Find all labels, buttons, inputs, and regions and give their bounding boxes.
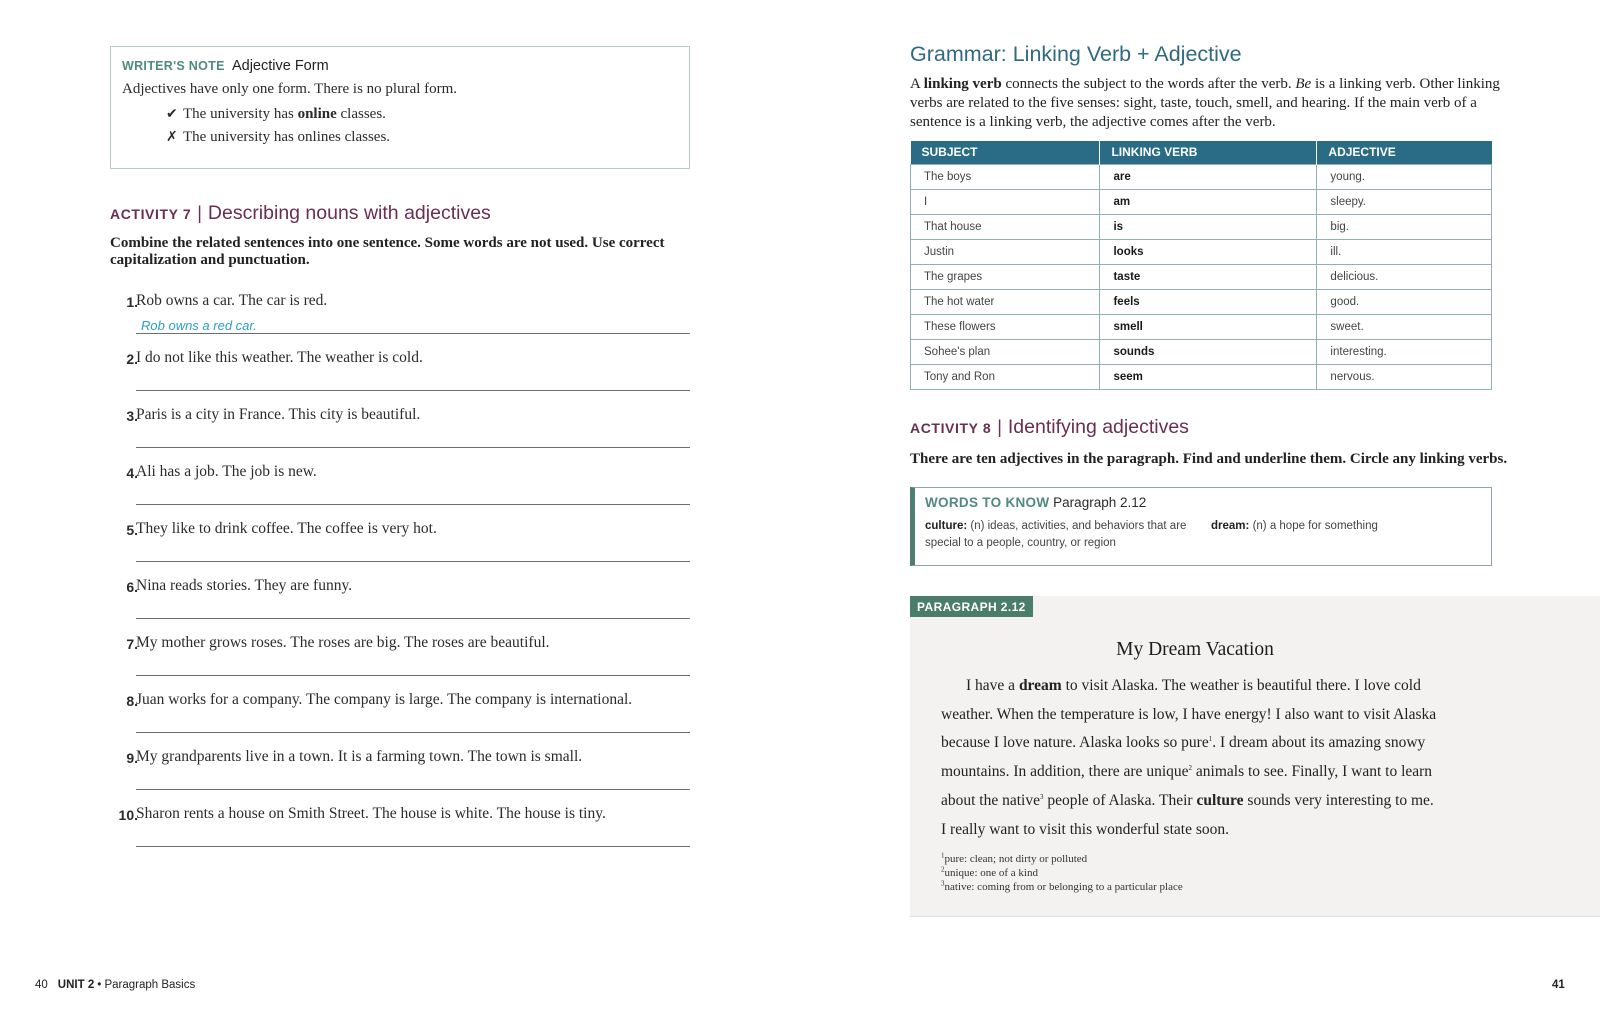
exercise-item (110, 461, 690, 518)
cell-subject: The boys (911, 164, 1100, 189)
header-adjective: ADJECTIVE (1317, 141, 1492, 164)
exercise-prompt: Juan works for a company. The company is large. The company is international. (136, 691, 633, 708)
paragraph-body (941, 672, 1441, 844)
exercise-item (110, 689, 690, 746)
table-row (911, 239, 1492, 264)
activity-7-label: ACTIVITY 7 (110, 206, 192, 222)
writers-note-tag: WRITER'S NOTE (122, 59, 225, 73)
answer-line[interactable] (136, 447, 690, 448)
exercise-number: 1. (126, 294, 138, 310)
words-to-know-box (910, 487, 1492, 566)
writers-note-heading (122, 58, 678, 74)
exercise-item (110, 347, 690, 404)
activity-8-title: Identifying adjectives (1007, 416, 1189, 438)
linking-verb-table (910, 141, 1492, 390)
table-row (911, 264, 1492, 289)
footnote-1-text: pure: clean; not dirty or polluted (944, 853, 1088, 865)
header-linking-verb: LINKING VERB (1100, 141, 1317, 164)
cell-adjective: sleepy. (1317, 189, 1492, 214)
page-number-right: 41 (1552, 979, 1565, 991)
exercise-item (110, 803, 690, 860)
term-dream: dream: (1211, 520, 1250, 532)
exercise-number: 8. (126, 693, 138, 709)
exercise-prompt: Sharon rents a house on Smith Street. The house is white. The house is tiny. (136, 805, 606, 822)
grammar-explanation (910, 75, 1502, 132)
exercise-prompt: My mother grows roses. The roses are big. The roses are beautiful. (136, 634, 550, 651)
term-culture: culture: (925, 520, 968, 532)
paragraph-text-4: animals to see. Finally, I want to learn about the native (941, 763, 1433, 809)
cell-linking-verb: is (1100, 214, 1317, 239)
footnote-1-number: 1 (941, 851, 945, 860)
footnote-3 (941, 880, 1183, 894)
cell-linking-verb: sounds (1100, 339, 1317, 364)
definition-dream (1211, 518, 1378, 535)
activity-8-label: ACTIVITY 8 (910, 420, 992, 436)
cell-subject: Justin (911, 239, 1100, 264)
grammar-text-5: is a linking verb. Other linking verbs are related to the five senses: sight, taste, touch, smell, and hearing. If the main verb of a sentence is a linking verb, the adjective comes after the verb. (910, 76, 1500, 130)
cell-adjective: delicious. (1317, 264, 1492, 289)
exercise-item (110, 290, 690, 347)
definition-culture (925, 518, 1190, 552)
answer-line[interactable] (136, 732, 690, 733)
exercise-prompt: My grandparents live in a town. It is a farming town. The town is small. (136, 748, 583, 765)
cell-subject: These flowers (911, 314, 1100, 339)
activity-7-heading (110, 202, 491, 225)
table-row (911, 364, 1492, 389)
grammar-term-linking-verb: linking verb (923, 76, 1002, 92)
answer-line[interactable] (136, 789, 690, 790)
activity-7-title: Describing nouns with adjectives (207, 202, 491, 224)
cell-linking-verb: smell (1100, 314, 1317, 339)
exercise-number: 3. (126, 408, 138, 424)
answer-line[interactable] (136, 675, 690, 676)
footnote-ref-3: 3 (1040, 792, 1044, 801)
correct-example-pre: The university has (183, 106, 298, 122)
grammar-title: Grammar: Linking Verb + Adjective (910, 42, 1242, 66)
exercise-number: 6. (126, 579, 138, 595)
exercise-number: 4. (126, 465, 138, 481)
exercise-number: 7. (126, 636, 138, 652)
paragraph-text-1: I have a (966, 677, 1019, 694)
sample-answer: Rob owns a red car. (141, 318, 257, 333)
answer-line[interactable] (136, 618, 690, 619)
paragraph-title: My Dream Vacation (1116, 639, 1274, 660)
paragraph-word-culture: culture (1196, 791, 1244, 809)
exercise-prompt: Nina reads stories. They are funny. (136, 577, 353, 594)
exercise-prompt: Rob owns a car. The car is red. (136, 292, 328, 309)
grammar-text-1: A (910, 76, 924, 92)
exercise-prompt: I do not like this weather. The weather is cold. (136, 349, 423, 366)
cell-subject: The grapes (911, 264, 1100, 289)
activity-8-instructions: There are ten adjectives in the paragraph. Find and underline them. Circle any linking verbs. (910, 451, 1508, 467)
correct-example-bold: online (297, 106, 337, 122)
footnote-2 (941, 866, 1183, 880)
correct-example-post: classes. (336, 106, 386, 122)
cell-subject: I (911, 189, 1100, 214)
cell-adjective: nervous. (1317, 364, 1492, 389)
cell-adjective: ill. (1317, 239, 1492, 264)
cell-adjective: big. (1317, 214, 1492, 239)
activity-7-instructions: Combine the related sentences into one sentence. Some words are not used. Use correct capitalization and punctuation. (110, 235, 665, 268)
table-row (911, 314, 1492, 339)
cell-adjective: young. (1317, 164, 1492, 189)
cell-adjective: sweet. (1317, 314, 1492, 339)
paragraph-text-3: . I dream about its amazing snowy mountains. In addition, there are unique (941, 734, 1426, 781)
paragraph-card (910, 596, 1600, 917)
cross-mark-icon: ✗ (166, 129, 178, 145)
exercise-item (110, 404, 690, 461)
activity-7-divider: | (197, 203, 202, 223)
paragraph-text-6: sounds very interesting to me. I really want to visit this wonderful state soon. (941, 791, 1434, 838)
exercise-prompt: They like to drink coffee. The coffee is very hot. (136, 520, 437, 537)
paragraph-word-dream: dream (1018, 677, 1062, 694)
exercise-number: 2. (126, 351, 138, 367)
writers-note-body: Adjectives have only one form. There is no plural form. (122, 81, 458, 97)
incorrect-example-text: The university has onlines classes. (183, 129, 391, 145)
exercise-item (110, 632, 690, 689)
table-row (911, 339, 1492, 364)
table-row (911, 289, 1492, 314)
paragraph-text-5: people of Alaska. Their (1043, 791, 1197, 809)
footnote-1 (941, 852, 1183, 866)
exercise-number: 9. (126, 750, 138, 766)
cell-adjective: interesting. (1317, 339, 1492, 364)
definition-culture-text: (n) ideas, activities, and behaviors that are special to a people, country, or region (925, 520, 1187, 549)
cell-subject: Tony and Ron (911, 364, 1100, 389)
incorrect-example (166, 129, 678, 146)
table-row (911, 164, 1492, 189)
words-to-know-title: Paragraph 2.12 (1053, 495, 1147, 510)
cell-subject: The hot water (911, 289, 1100, 314)
footnote-2-number: 2 (941, 865, 945, 874)
cell-linking-verb: feels (1100, 289, 1317, 314)
table-row (911, 189, 1492, 214)
cell-linking-verb: am (1100, 189, 1317, 214)
exercise-prompt: Paris is a city in France. This city is beautiful. (136, 406, 421, 423)
words-to-know-heading (925, 495, 1481, 510)
cell-linking-verb: seem (1100, 364, 1317, 389)
definition-dream-text: (n) a hope for something (1252, 520, 1378, 532)
cell-subject: Sohee's plan (911, 339, 1100, 364)
cell-subject: That house (911, 214, 1100, 239)
answer-line[interactable] (136, 333, 690, 334)
exercise-item (110, 575, 690, 632)
page-number-left: 40 (35, 979, 48, 991)
footnote-ref-1: 1 (1208, 735, 1213, 744)
exercise-number: 10. (118, 807, 138, 823)
footer-unit: UNIT 2 (57, 979, 95, 991)
exercise-item (110, 746, 690, 803)
footnote-2-text: unique: one of a kind (944, 867, 1038, 879)
footnote-3-number: 3 (941, 879, 945, 888)
footnote-3-text: native: coming from or belonging to a particular place (944, 881, 1183, 893)
exercise-item (110, 518, 690, 575)
writers-note-box (110, 46, 690, 169)
cell-linking-verb: looks (1100, 239, 1317, 264)
exercise-number: 5. (126, 522, 138, 538)
cell-linking-verb: are (1100, 164, 1317, 189)
answer-line[interactable] (136, 504, 690, 505)
paragraph-footnotes (941, 852, 1183, 894)
activity-8-divider: | (997, 417, 1002, 437)
check-mark-icon: ✔ (166, 106, 178, 122)
exercise-prompt: Ali has a job. The job is new. (136, 463, 317, 480)
activity-8-heading (910, 416, 1189, 439)
answer-line[interactable] (136, 846, 690, 847)
answer-line[interactable] (136, 561, 690, 562)
grammar-text-3: connects the subject to the words after the verb. (1001, 76, 1296, 92)
grammar-term-be: Be (1295, 76, 1312, 92)
paragraph-text-2: to visit Alaska. The weather is beautiful there. I love cold weather. When the temperature is low, I have energy! I also want to visit Alaska because I love nature. Alaska looks so pure (941, 677, 1437, 752)
exercise-list (110, 290, 690, 860)
correct-example (166, 106, 678, 123)
cell-linking-verb: taste (1100, 264, 1317, 289)
table-header-row (911, 141, 1492, 164)
header-subject: SUBJECT (911, 141, 1100, 164)
footnote-ref-2: 2 (1188, 763, 1193, 772)
footer-left (35, 979, 195, 991)
words-to-know-tag: WORDS TO KNOW (925, 495, 1050, 510)
footer-section: • Paragraph Basics (97, 979, 196, 991)
writers-note-title: Adjective Form (231, 58, 329, 74)
paragraph-tag: PARAGRAPH 2.12 (910, 596, 1033, 617)
cell-adjective: good. (1317, 289, 1492, 314)
answer-line[interactable] (136, 390, 690, 391)
table-row (911, 214, 1492, 239)
